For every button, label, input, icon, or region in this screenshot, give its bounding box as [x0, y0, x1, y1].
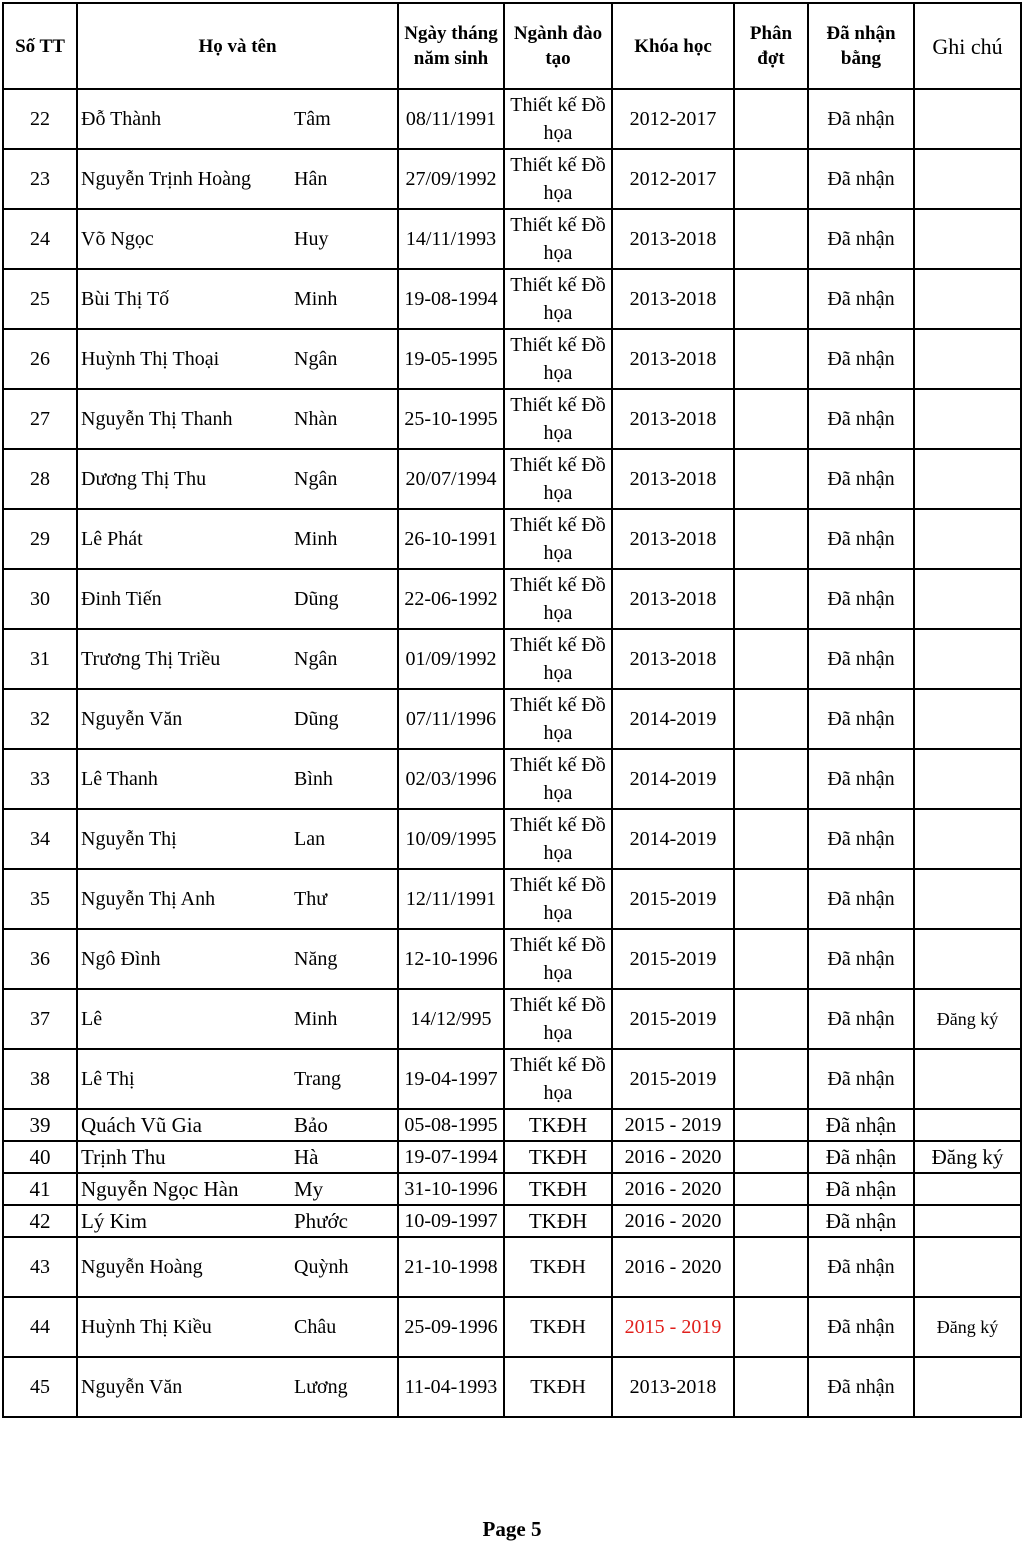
table-row	[3, 1173, 1021, 1205]
cell-dob: 25-10-1995	[398, 389, 504, 449]
cell-given-name: Huy	[290, 209, 398, 269]
cell-given-name: Minh	[290, 509, 398, 569]
cell-stt: 26	[3, 329, 77, 389]
cell-surname: Bùi Thị Tố	[77, 269, 290, 329]
cell-received: Đã nhận	[808, 1237, 914, 1297]
cell-surname: Nguyễn Thị	[77, 809, 290, 869]
cell-stt: 34	[3, 809, 77, 869]
cell-surname: Nguyễn Ngọc Hàn	[77, 1173, 290, 1205]
table-row	[3, 89, 1021, 149]
cell-stt: 36	[3, 929, 77, 989]
cell-note	[914, 569, 1021, 629]
cell-received: Đã nhận	[808, 749, 914, 809]
cell-stt: 27	[3, 389, 77, 449]
cell-major: Thiết kế Đồ họa	[504, 929, 612, 989]
cell-course: 2015 - 2019	[612, 1297, 734, 1357]
cell-major: Thiết kế Đồ họa	[504, 689, 612, 749]
cell-given-name: Minh	[290, 989, 398, 1049]
cell-surname: Trương Thị Triều	[77, 629, 290, 689]
cell-dob: 12/11/1991	[398, 869, 504, 929]
cell-stt: 22	[3, 89, 77, 149]
cell-course: 2015 - 2019	[612, 1109, 734, 1141]
cell-batch	[734, 929, 808, 989]
cell-note: Đăng ký	[914, 1297, 1021, 1357]
cell-stt: 28	[3, 449, 77, 509]
table-row	[3, 449, 1021, 509]
cell-batch	[734, 1297, 808, 1357]
cell-major: TKĐH	[504, 1205, 612, 1237]
cell-course: 2014-2019	[612, 809, 734, 869]
cell-note	[914, 1109, 1021, 1141]
cell-dob: 22-06-1992	[398, 569, 504, 629]
cell-received: Đã nhận	[808, 1297, 914, 1357]
header-received: Đã nhận bằng	[808, 3, 914, 89]
table-row	[3, 869, 1021, 929]
header-stt: Số TT	[3, 3, 77, 89]
header-batch: Phân đợt	[734, 3, 808, 89]
cell-dob: 12-10-1996	[398, 929, 504, 989]
cell-received: Đã nhận	[808, 449, 914, 509]
cell-note	[914, 209, 1021, 269]
cell-note	[914, 1205, 1021, 1237]
cell-note	[914, 1237, 1021, 1297]
cell-note	[914, 1173, 1021, 1205]
header-row	[3, 3, 1021, 89]
cell-given-name: Minh	[290, 269, 398, 329]
cell-batch	[734, 1141, 808, 1173]
cell-major: Thiết kế Đồ họa	[504, 989, 612, 1049]
cell-major: TKĐH	[504, 1297, 612, 1357]
cell-received: Đã nhận	[808, 269, 914, 329]
table-row	[3, 569, 1021, 629]
table-row	[3, 1357, 1021, 1417]
table-row	[3, 689, 1021, 749]
cell-batch	[734, 689, 808, 749]
cell-course: 2015-2019	[612, 989, 734, 1049]
cell-surname: Lê Thanh	[77, 749, 290, 809]
cell-major: TKĐH	[504, 1357, 612, 1417]
cell-surname: Đỗ Thành	[77, 89, 290, 149]
cell-stt: 39	[3, 1109, 77, 1141]
table-row	[3, 1109, 1021, 1141]
cell-stt: 38	[3, 1049, 77, 1109]
cell-given-name: Phước	[290, 1205, 398, 1237]
cell-stt: 42	[3, 1205, 77, 1237]
cell-received: Đã nhận	[808, 569, 914, 629]
cell-given-name: Dũng	[290, 569, 398, 629]
cell-received: Đã nhận	[808, 149, 914, 209]
cell-given-name: My	[290, 1173, 398, 1205]
cell-course: 2016 - 2020	[612, 1237, 734, 1297]
cell-batch	[734, 1205, 808, 1237]
cell-stt: 29	[3, 509, 77, 569]
cell-received: Đã nhận	[808, 629, 914, 689]
cell-course: 2013-2018	[612, 629, 734, 689]
cell-received: Đã nhận	[808, 329, 914, 389]
cell-course: 2015-2019	[612, 869, 734, 929]
cell-dob: 10/09/1995	[398, 809, 504, 869]
cell-course: 2014-2019	[612, 689, 734, 749]
cell-surname: Huỳnh Thị Kiều	[77, 1297, 290, 1357]
cell-note	[914, 1357, 1021, 1417]
cell-batch	[734, 89, 808, 149]
cell-dob: 19-05-1995	[398, 329, 504, 389]
cell-given-name: Trang	[290, 1049, 398, 1109]
table-row	[3, 809, 1021, 869]
cell-course: 2012-2017	[612, 89, 734, 149]
cell-received: Đã nhận	[808, 929, 914, 989]
cell-major: Thiết kế Đồ họa	[504, 209, 612, 269]
cell-dob: 07/11/1996	[398, 689, 504, 749]
header-note: Ghi chú	[914, 3, 1021, 89]
cell-major: Thiết kế Đồ họa	[504, 1049, 612, 1109]
cell-dob: 31-10-1996	[398, 1173, 504, 1205]
cell-batch	[734, 989, 808, 1049]
cell-note	[914, 89, 1021, 149]
cell-stt: 40	[3, 1141, 77, 1173]
cell-major: Thiết kế Đồ họa	[504, 269, 612, 329]
cell-dob: 14/12/995	[398, 989, 504, 1049]
cell-major: TKĐH	[504, 1173, 612, 1205]
cell-stt: 44	[3, 1297, 77, 1357]
cell-batch	[734, 1357, 808, 1417]
cell-surname: Huỳnh Thị Thoại	[77, 329, 290, 389]
cell-batch	[734, 329, 808, 389]
header-major: Ngành đào tạo	[504, 3, 612, 89]
cell-dob: 11-04-1993	[398, 1357, 504, 1417]
cell-received: Đã nhận	[808, 1141, 914, 1173]
cell-received: Đã nhận	[808, 1357, 914, 1417]
cell-major: Thiết kế Đồ họa	[504, 89, 612, 149]
cell-dob: 19-08-1994	[398, 269, 504, 329]
cell-surname: Ngô Đình	[77, 929, 290, 989]
cell-course: 2013-2018	[612, 209, 734, 269]
cell-stt: 32	[3, 689, 77, 749]
table-row	[3, 389, 1021, 449]
table-row	[3, 329, 1021, 389]
cell-surname: Nguyễn Hoàng	[77, 1237, 290, 1297]
cell-given-name: Lương	[290, 1357, 398, 1417]
cell-course: 2013-2018	[612, 389, 734, 449]
cell-major: Thiết kế Đồ họa	[504, 389, 612, 449]
cell-received: Đã nhận	[808, 869, 914, 929]
cell-course: 2015-2019	[612, 1049, 734, 1109]
cell-major: TKĐH	[504, 1141, 612, 1173]
cell-note	[914, 509, 1021, 569]
cell-note	[914, 869, 1021, 929]
cell-batch	[734, 569, 808, 629]
cell-stt: 37	[3, 989, 77, 1049]
table-row	[3, 929, 1021, 989]
table-row	[3, 1297, 1021, 1357]
cell-batch	[734, 869, 808, 929]
cell-surname: Nguyễn Thị Thanh	[77, 389, 290, 449]
cell-note	[914, 629, 1021, 689]
cell-major: Thiết kế Đồ họa	[504, 509, 612, 569]
cell-stt: 30	[3, 569, 77, 629]
header-name: Họ và tên	[77, 3, 398, 89]
table-row	[3, 149, 1021, 209]
cell-surname: Lê Thị	[77, 1049, 290, 1109]
cell-major: Thiết kế Đồ họa	[504, 569, 612, 629]
cell-note	[914, 689, 1021, 749]
cell-surname: Lê	[77, 989, 290, 1049]
cell-surname: Nguyễn Văn	[77, 1357, 290, 1417]
cell-dob: 25-09-1996	[398, 1297, 504, 1357]
cell-stt: 24	[3, 209, 77, 269]
cell-received: Đã nhận	[808, 809, 914, 869]
cell-course: 2013-2018	[612, 569, 734, 629]
cell-batch	[734, 1173, 808, 1205]
table-row	[3, 1049, 1021, 1109]
cell-course: 2014-2019	[612, 749, 734, 809]
cell-course: 2015-2019	[612, 929, 734, 989]
cell-surname: Nguyễn Thị Anh	[77, 869, 290, 929]
cell-given-name: Thư	[290, 869, 398, 929]
cell-note	[914, 269, 1021, 329]
cell-given-name: Năng	[290, 929, 398, 989]
table-row	[3, 269, 1021, 329]
cell-given-name: Châu	[290, 1297, 398, 1357]
cell-dob: 21-10-1998	[398, 1237, 504, 1297]
cell-course: 2012-2017	[612, 149, 734, 209]
cell-note: Đăng ký	[914, 989, 1021, 1049]
table-row	[3, 629, 1021, 689]
cell-received: Đã nhận	[808, 89, 914, 149]
header-course: Khóa học	[612, 3, 734, 89]
cell-major: TKĐH	[504, 1237, 612, 1297]
cell-given-name: Bảo	[290, 1109, 398, 1141]
cell-surname: Trịnh Thu	[77, 1141, 290, 1173]
cell-batch	[734, 269, 808, 329]
cell-dob: 14/11/1993	[398, 209, 504, 269]
table-row	[3, 1205, 1021, 1237]
cell-given-name: Hân	[290, 149, 398, 209]
cell-received: Đã nhận	[808, 989, 914, 1049]
cell-major: Thiết kế Đồ họa	[504, 869, 612, 929]
page-footer: Page 5	[482, 1517, 542, 1541]
cell-given-name: Ngân	[290, 329, 398, 389]
table-row	[3, 509, 1021, 569]
cell-received: Đã nhận	[808, 1109, 914, 1141]
cell-surname: Nguyễn Trịnh Hoàng	[77, 149, 290, 209]
cell-note	[914, 1049, 1021, 1109]
cell-stt: 35	[3, 869, 77, 929]
cell-given-name: Ngân	[290, 629, 398, 689]
cell-given-name: Hà	[290, 1141, 398, 1173]
cell-dob: 08/11/1991	[398, 89, 504, 149]
table-row	[3, 749, 1021, 809]
cell-batch	[734, 749, 808, 809]
cell-received: Đã nhận	[808, 509, 914, 569]
cell-batch	[734, 1109, 808, 1141]
cell-note	[914, 449, 1021, 509]
cell-received: Đã nhận	[808, 689, 914, 749]
cell-major: Thiết kế Đồ họa	[504, 449, 612, 509]
cell-note	[914, 929, 1021, 989]
cell-received: Đã nhận	[808, 1049, 914, 1109]
cell-stt: 43	[3, 1237, 77, 1297]
cell-stt: 23	[3, 149, 77, 209]
cell-dob: 27/09/1992	[398, 149, 504, 209]
cell-given-name: Bình	[290, 749, 398, 809]
cell-dob: 05-08-1995	[398, 1109, 504, 1141]
cell-dob: 01/09/1992	[398, 629, 504, 689]
cell-note	[914, 809, 1021, 869]
cell-dob: 19-07-1994	[398, 1141, 504, 1173]
cell-major: Thiết kế Đồ họa	[504, 629, 612, 689]
cell-given-name: Quỳnh	[290, 1237, 398, 1297]
table-body	[3, 89, 1021, 1417]
cell-surname: Nguyễn Văn	[77, 689, 290, 749]
cell-received: Đã nhận	[808, 1205, 914, 1237]
cell-major: Thiết kế Đồ họa	[504, 809, 612, 869]
cell-received: Đã nhận	[808, 209, 914, 269]
cell-dob: 19-04-1997	[398, 1049, 504, 1109]
cell-received: Đã nhận	[808, 1173, 914, 1205]
cell-dob: 26-10-1991	[398, 509, 504, 569]
cell-major: Thiết kế Đồ họa	[504, 749, 612, 809]
cell-batch	[734, 449, 808, 509]
cell-given-name: Ngân	[290, 449, 398, 509]
cell-course: 2016 - 2020	[612, 1141, 734, 1173]
cell-note: Đăng ký	[914, 1141, 1021, 1173]
cell-stt: 41	[3, 1173, 77, 1205]
cell-course: 2013-2018	[612, 509, 734, 569]
cell-course: 2016 - 2020	[612, 1173, 734, 1205]
cell-note	[914, 329, 1021, 389]
cell-batch	[734, 629, 808, 689]
cell-dob: 10-09-1997	[398, 1205, 504, 1237]
cell-surname: Quách Vũ Gia	[77, 1109, 290, 1141]
cell-batch	[734, 509, 808, 569]
cell-surname: Lý Kim	[77, 1205, 290, 1237]
cell-stt: 25	[3, 269, 77, 329]
cell-stt: 45	[3, 1357, 77, 1417]
table-row	[3, 989, 1021, 1049]
graduation-table	[2, 2, 1022, 1418]
table-row	[3, 209, 1021, 269]
cell-dob: 02/03/1996	[398, 749, 504, 809]
cell-batch	[734, 209, 808, 269]
cell-stt: 33	[3, 749, 77, 809]
cell-major: Thiết kế Đồ họa	[504, 329, 612, 389]
cell-course: 2013-2018	[612, 329, 734, 389]
cell-given-name: Lan	[290, 809, 398, 869]
cell-surname: Võ Ngọc	[77, 209, 290, 269]
cell-given-name: Nhàn	[290, 389, 398, 449]
cell-stt: 31	[3, 629, 77, 689]
cell-received: Đã nhận	[808, 389, 914, 449]
cell-batch	[734, 809, 808, 869]
cell-course: 2013-2018	[612, 449, 734, 509]
cell-note	[914, 149, 1021, 209]
cell-dob: 20/07/1994	[398, 449, 504, 509]
cell-major: Thiết kế Đồ họa	[504, 149, 612, 209]
cell-surname: Dương Thị Thu	[77, 449, 290, 509]
cell-given-name: Tâm	[290, 89, 398, 149]
cell-major: TKĐH	[504, 1109, 612, 1141]
cell-surname: Đinh Tiến	[77, 569, 290, 629]
cell-batch	[734, 1237, 808, 1297]
cell-batch	[734, 149, 808, 209]
cell-given-name: Dũng	[290, 689, 398, 749]
table-row	[3, 1141, 1021, 1173]
cell-surname: Lê Phát	[77, 509, 290, 569]
cell-course: 2013-2018	[612, 1357, 734, 1417]
cell-note	[914, 389, 1021, 449]
cell-batch	[734, 389, 808, 449]
cell-note	[914, 749, 1021, 809]
cell-course: 2013-2018	[612, 269, 734, 329]
header-dob: Ngày tháng năm sinh	[398, 3, 504, 89]
table-row	[3, 1237, 1021, 1297]
cell-batch	[734, 1049, 808, 1109]
cell-course: 2016 - 2020	[612, 1205, 734, 1237]
